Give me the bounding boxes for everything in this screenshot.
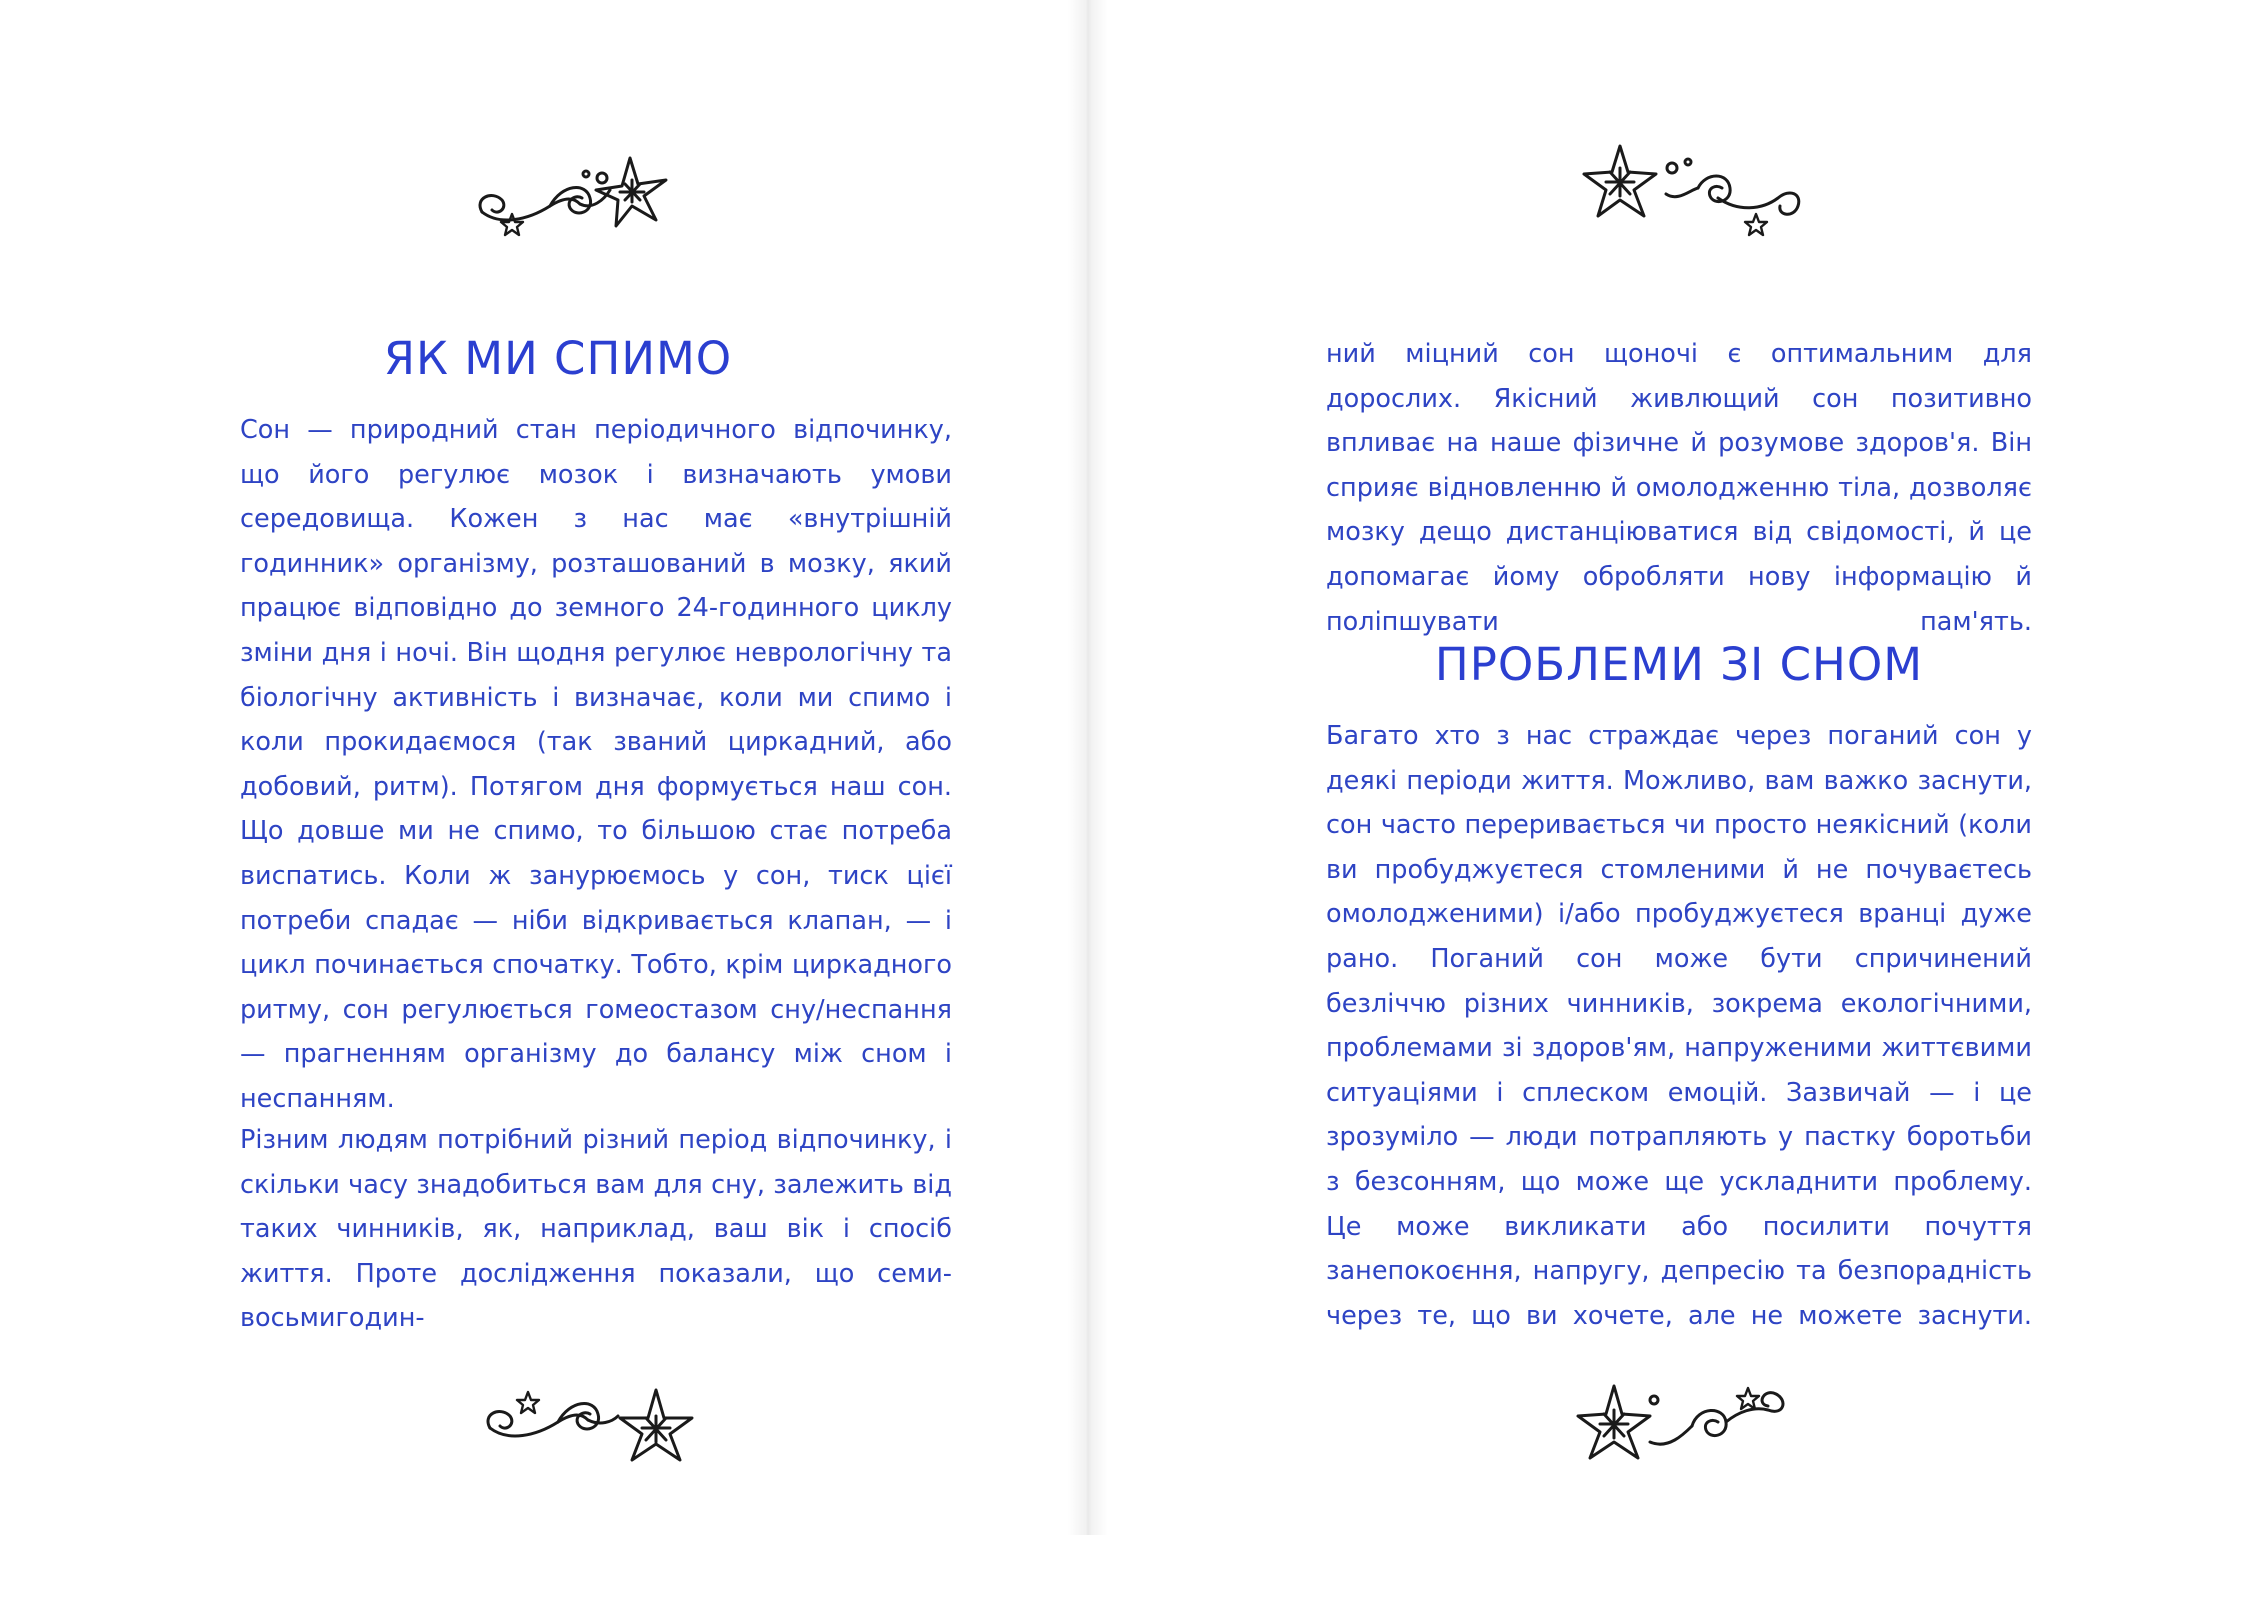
ornament-top-right-icon [1568,132,1808,242]
ornament-top-left-icon [470,140,710,250]
swirl-star-ornament-icon [470,140,710,250]
right-page [1088,0,2259,1535]
ornament-bottom-right-icon [1558,1370,1798,1480]
swirl-star-ornament-icon [1568,132,1808,242]
page-heading: ПРОБЛЕМИ ЗІ СНОМ [1434,638,1924,691]
book-gutter [1068,0,1108,1535]
page-heading: ЯК МИ СПИМО [383,332,733,385]
body-paragraph: Багато хто з нас страждає через поганий сон у деякі періоди життя. Можливо, вам важко заснути, сон часто переривається чи просто неякісний (коли ви пробуджуєтеся стомленими й не почуваєтесь омолодженими) і/або пробуджуєтеся вранці дуже рано. Поганий сон може бути спричинений безліччю різних чинників, зокрема екологічними, проблемами зі здоров'ям, напруженими життєвими ситуаціями і сплеском емоцій. Зазвичай — і це зрозуміло — люди потрапляють у пастку боротьби з безсонням, що може ще ускладнити проблему. Це може викликати або посилити почуття занепокоєння, напругу, депресію та безпорадність через те, що ви хочете, але не можете заснути. [1326,721,2032,1331]
ornament-bottom-left-icon [478,1378,718,1488]
swirl-star-ornament-icon [478,1378,718,1488]
body-paragraph: Сон — природний стан періодичного відпочинку, що його регулює мозок і визначають умови середовища. Кожен з нас має «внутрішній годинник» організму, розташований в мозку, який працює відповідно до земного 24-годинного циклу зміни дня і ночі. Він щодня регулює неврологічну та біологічну активність і визначає, коли ми спимо і коли прокидаємося (так званий циркадний, або добовий, ритм). Потягом дня формується наш сон. Що довше ми не спимо, то більшою стає потреба виспатись. Коли ж занурюємось у сон, тиск цієї потреби спадає — ніби відкривається клапан, — і цикл починається спочатку. Тобто, крім циркадного ритму, сон регулюється гомеостазом сну/неспання — прагненням організму до балансу між сном і неспанням. [240,415,952,1114]
left-page [0,0,1088,1535]
body-paragraph: Різним людям потрібний різний період відпочинку, і скільки часу знадобиться вам для сну, залежить від таких чинників, як, наприклад, ваш вік і спосіб життя. Проте дослідження показали, що семи-восьмигодин- [240,1125,952,1334]
swirl-star-ornament-icon [1558,1370,1798,1480]
page-bottom-edge [0,1535,2259,1614]
body-paragraph-continued: ний міцний сон щоночі є оптимальним для дорослих. Якісний живлющий сон позитивно впливає на наше фізичне й розумове здоров'я. Він сприяє відновленню й омолодженню тіла, дозволяє мозку дещо дистанціюватися від свідомості, й це допомагає йому обробляти нову інформацію й поліпшувати пам'ять. [1326,339,2032,637]
